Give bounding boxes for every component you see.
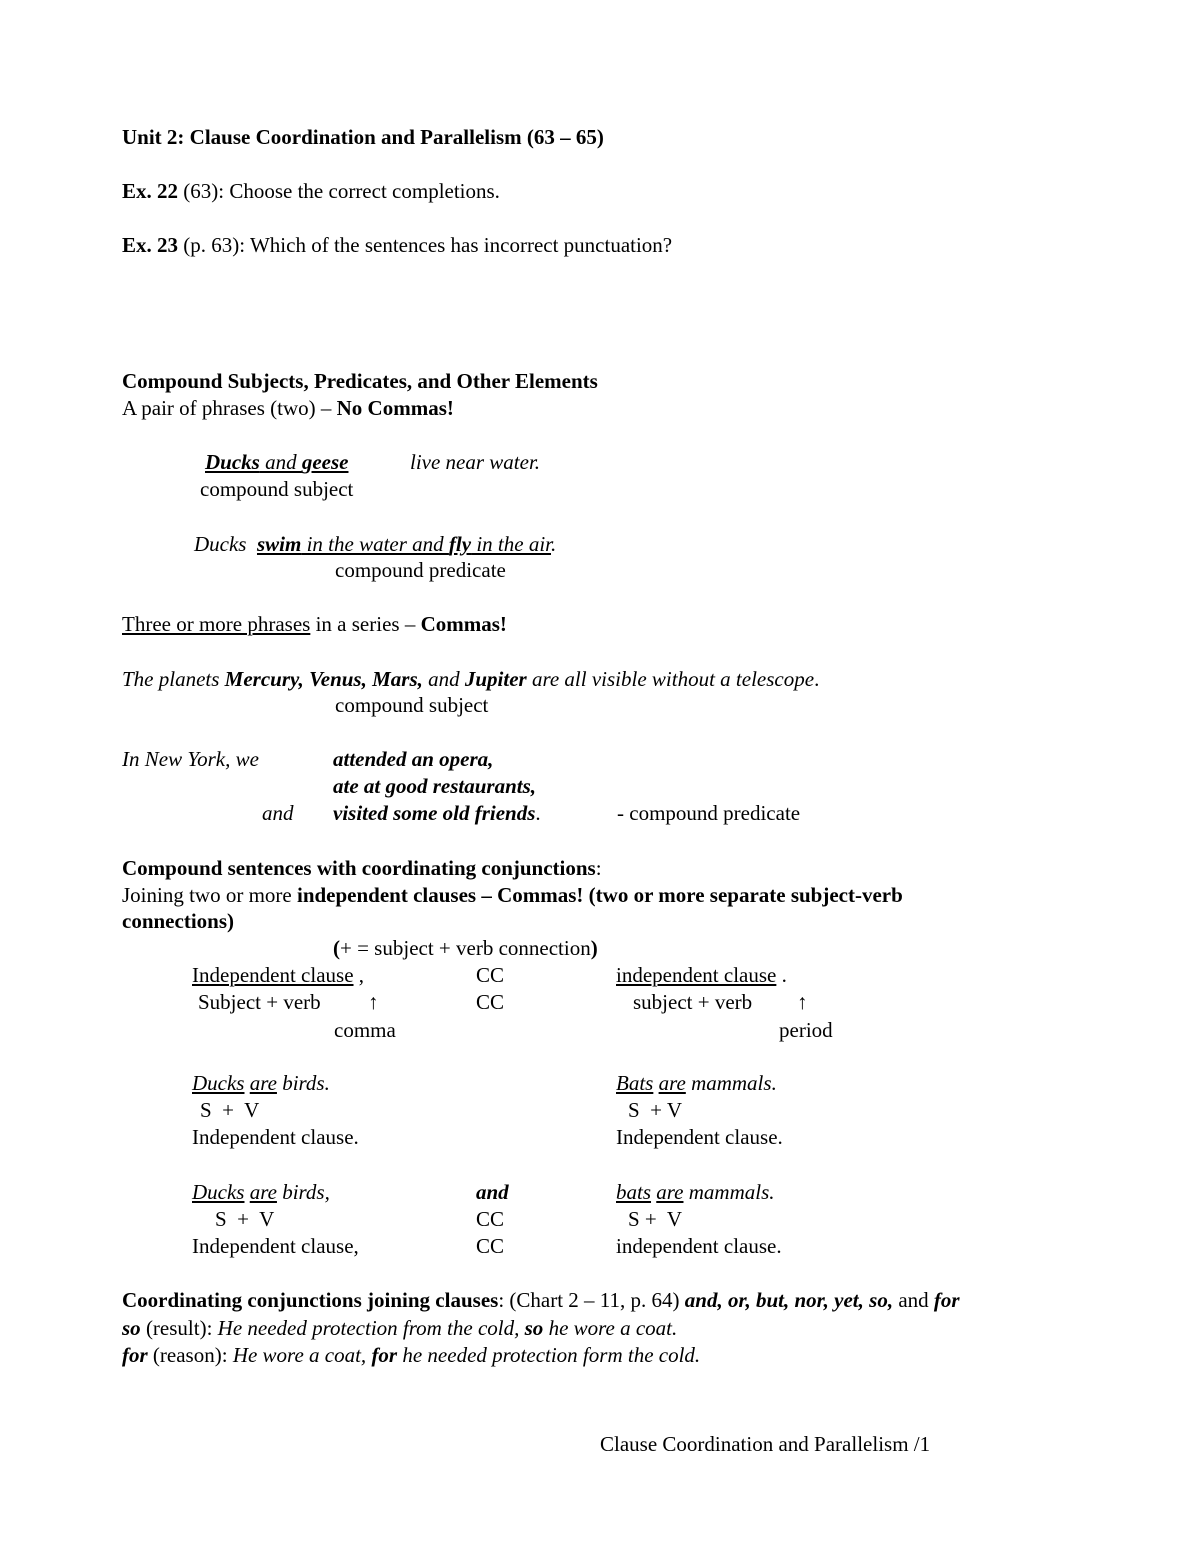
- example-predicate: live near water.: [410, 450, 541, 474]
- cc-label: CC: [476, 1207, 505, 1231]
- label-compound-subject: compound subject: [200, 477, 354, 501]
- example-text: he wore a coat.: [543, 1316, 678, 1340]
- sentence-text: The planets: [122, 667, 225, 691]
- heading-text: Coordinating conjunctions joining clauses: [122, 1288, 499, 1312]
- exercise-23: [122, 232, 672, 259]
- clause-label: independent clause.: [616, 1234, 782, 1258]
- rule-emphasis: independent clauses – Commas! (two or more separate subject-verb: [296, 883, 903, 907]
- sv-label: S + V: [628, 1098, 683, 1122]
- verb-word: are: [656, 1180, 684, 1204]
- conjunction-word: for: [371, 1343, 398, 1367]
- sentence-text: mammals.: [683, 1180, 775, 1204]
- example-bats-compound: [616, 1179, 775, 1206]
- section-heading-compound: Compound Subjects, Predicates, and Other Elements: [122, 369, 598, 393]
- exercise-ref: (63):: [178, 179, 230, 203]
- section-heading-sentences: [122, 855, 602, 882]
- pattern-row2-col1: Subject + verb: [198, 990, 321, 1014]
- pattern-punct: .: [776, 963, 787, 987]
- sv-label: S + V: [215, 1207, 275, 1231]
- pair-rule-text: A pair of phrases (two) –: [122, 396, 337, 420]
- conjunction-list: and, or, but, nor, yet, so,: [684, 1288, 894, 1312]
- series-rule-underlined: Three or more phrases: [122, 612, 311, 636]
- pattern-clause: independent clause: [616, 963, 777, 987]
- conjunction-word: and: [259, 450, 302, 474]
- pattern-punct: ,: [353, 963, 365, 987]
- example-text: He wore a coat,: [232, 1343, 372, 1367]
- series-rule-emphasis: Commas!: [420, 612, 507, 636]
- list-and: and: [893, 1288, 934, 1312]
- legend: [333, 935, 598, 962]
- pair-rule-emphasis: No Commas!: [336, 396, 454, 420]
- heading-text: Compound sentences with coordinating conjunctions: [122, 856, 596, 880]
- legend-text: + = subject + verb connection: [340, 936, 591, 960]
- subject-word: Ducks: [192, 1071, 245, 1095]
- verb-word: swim: [256, 532, 302, 556]
- conjunction-word: so: [122, 1316, 141, 1340]
- subject-word: Venus,: [309, 667, 367, 691]
- pattern-row3-period: period: [779, 1018, 833, 1042]
- label-compound-predicate-2: - compound predicate: [617, 801, 801, 825]
- series-rule-text: in a series –: [310, 612, 421, 636]
- conjunction-for: for: [933, 1288, 960, 1312]
- predicate-phrase: ate at good restaurants,: [333, 774, 537, 798]
- clause-label: Independent clause.: [192, 1125, 359, 1149]
- subject-word: Mercury,: [224, 667, 304, 691]
- sentence-text: birds,: [276, 1180, 330, 1204]
- up-arrow-icon: ↑: [368, 990, 379, 1014]
- sentence-period: .: [535, 801, 541, 825]
- legend-paren: (: [333, 936, 340, 960]
- pair-rule: [122, 395, 454, 422]
- up-arrow-icon: ↑: [797, 990, 808, 1014]
- predicate-text: in the air: [471, 532, 551, 556]
- sentence-text: birds.: [276, 1071, 330, 1095]
- pattern-row2-col2: CC: [476, 990, 505, 1014]
- predicate-text: in the water and: [301, 532, 449, 556]
- pattern-clause: Independent clause: [192, 963, 354, 987]
- conjunction-note: (result):: [140, 1316, 218, 1340]
- subject-word: Mars,: [372, 667, 423, 691]
- subject-word: Ducks: [192, 1180, 245, 1204]
- sv-label: S + V: [200, 1098, 260, 1122]
- sentence-text: mammals.: [685, 1071, 777, 1095]
- rule-text: Joining two or more: [122, 883, 297, 907]
- predicate-phrase-last: [333, 800, 541, 827]
- pattern-col1: [192, 962, 364, 989]
- verb-word: are: [249, 1180, 277, 1204]
- sentence-period: .: [814, 667, 820, 691]
- example-bats-simple: [616, 1070, 777, 1097]
- clause-label: Independent clause.: [616, 1125, 783, 1149]
- conjunction-word: so: [524, 1316, 544, 1340]
- exercise-instruction: Which of the sentences has incorrect punctuation?: [249, 233, 673, 257]
- pattern-col3: [616, 962, 787, 989]
- pattern-col2: CC: [476, 963, 505, 987]
- example-compound-subject: [205, 449, 348, 476]
- conjunction-word: for: [122, 1343, 148, 1367]
- cc-label: CC: [476, 1234, 505, 1258]
- page-title: Unit 2: Clause Coordination and Parallelism (63 – 65): [122, 125, 604, 149]
- sv-label: S + V: [628, 1207, 683, 1231]
- example-text: he needed protection form the cold.: [397, 1343, 701, 1367]
- so-example: [122, 1315, 677, 1342]
- pattern-row3-comma: comma: [334, 1018, 396, 1042]
- subject-word: Jupiter: [464, 667, 527, 691]
- example-text: He needed protection from the cold,: [217, 1316, 525, 1340]
- legend-paren: ): [590, 936, 598, 960]
- verb-word: fly: [448, 532, 472, 556]
- exercise-instruction: Choose the correct completions.: [229, 179, 500, 203]
- example-newyork-intro: In New York, we: [122, 747, 259, 771]
- predicate-phrase: attended an opera,: [333, 747, 494, 771]
- predicate-text: visited some old friends: [333, 801, 536, 825]
- example-planets: [122, 666, 819, 693]
- conjunction-word: and: [262, 801, 294, 825]
- example-ducks-compound: [192, 1179, 330, 1206]
- sentences-rule-line1: [122, 882, 903, 909]
- exercise-label: Ex. 23: [122, 233, 179, 257]
- conjunction-note: (reason):: [147, 1343, 233, 1367]
- subject-word: bats: [616, 1180, 652, 1204]
- exercise-ref: (p. 63):: [178, 233, 250, 257]
- subject-word: geese: [301, 450, 349, 474]
- label-compound-subject-2: compound subject: [335, 693, 489, 717]
- series-rule: [122, 611, 507, 638]
- chart-reference: : (Chart 2 – 11, p. 64): [498, 1288, 685, 1312]
- pattern-row2-col3: subject + verb: [633, 990, 753, 1014]
- page-footer: Clause Coordination and Parallelism /1: [600, 1432, 931, 1456]
- example-compound-predicate: [194, 531, 556, 558]
- subject-word: Ducks: [194, 532, 247, 556]
- for-example: [122, 1342, 700, 1369]
- sentence-period: .: [551, 532, 557, 556]
- subject-word: Ducks: [205, 450, 260, 474]
- subject-word: Bats: [616, 1071, 654, 1095]
- predicate-phrase: [257, 532, 551, 556]
- exercise-label: Ex. 22: [122, 179, 179, 203]
- example-ducks-simple: [192, 1070, 330, 1097]
- clause-label: Independent clause,: [192, 1234, 359, 1258]
- conjunctions-line: [122, 1287, 960, 1314]
- sentences-rule-line2: connections): [122, 909, 234, 933]
- coordinating-conjunction: and: [476, 1180, 509, 1204]
- verb-word: are: [249, 1071, 277, 1095]
- label-compound-predicate: compound predicate: [335, 558, 506, 582]
- sentence-text: and: [422, 667, 465, 691]
- exercise-22: [122, 178, 500, 205]
- verb-word: are: [658, 1071, 686, 1095]
- sentence-text: are all visible without a telescope: [526, 667, 815, 691]
- heading-colon: :: [595, 856, 602, 880]
